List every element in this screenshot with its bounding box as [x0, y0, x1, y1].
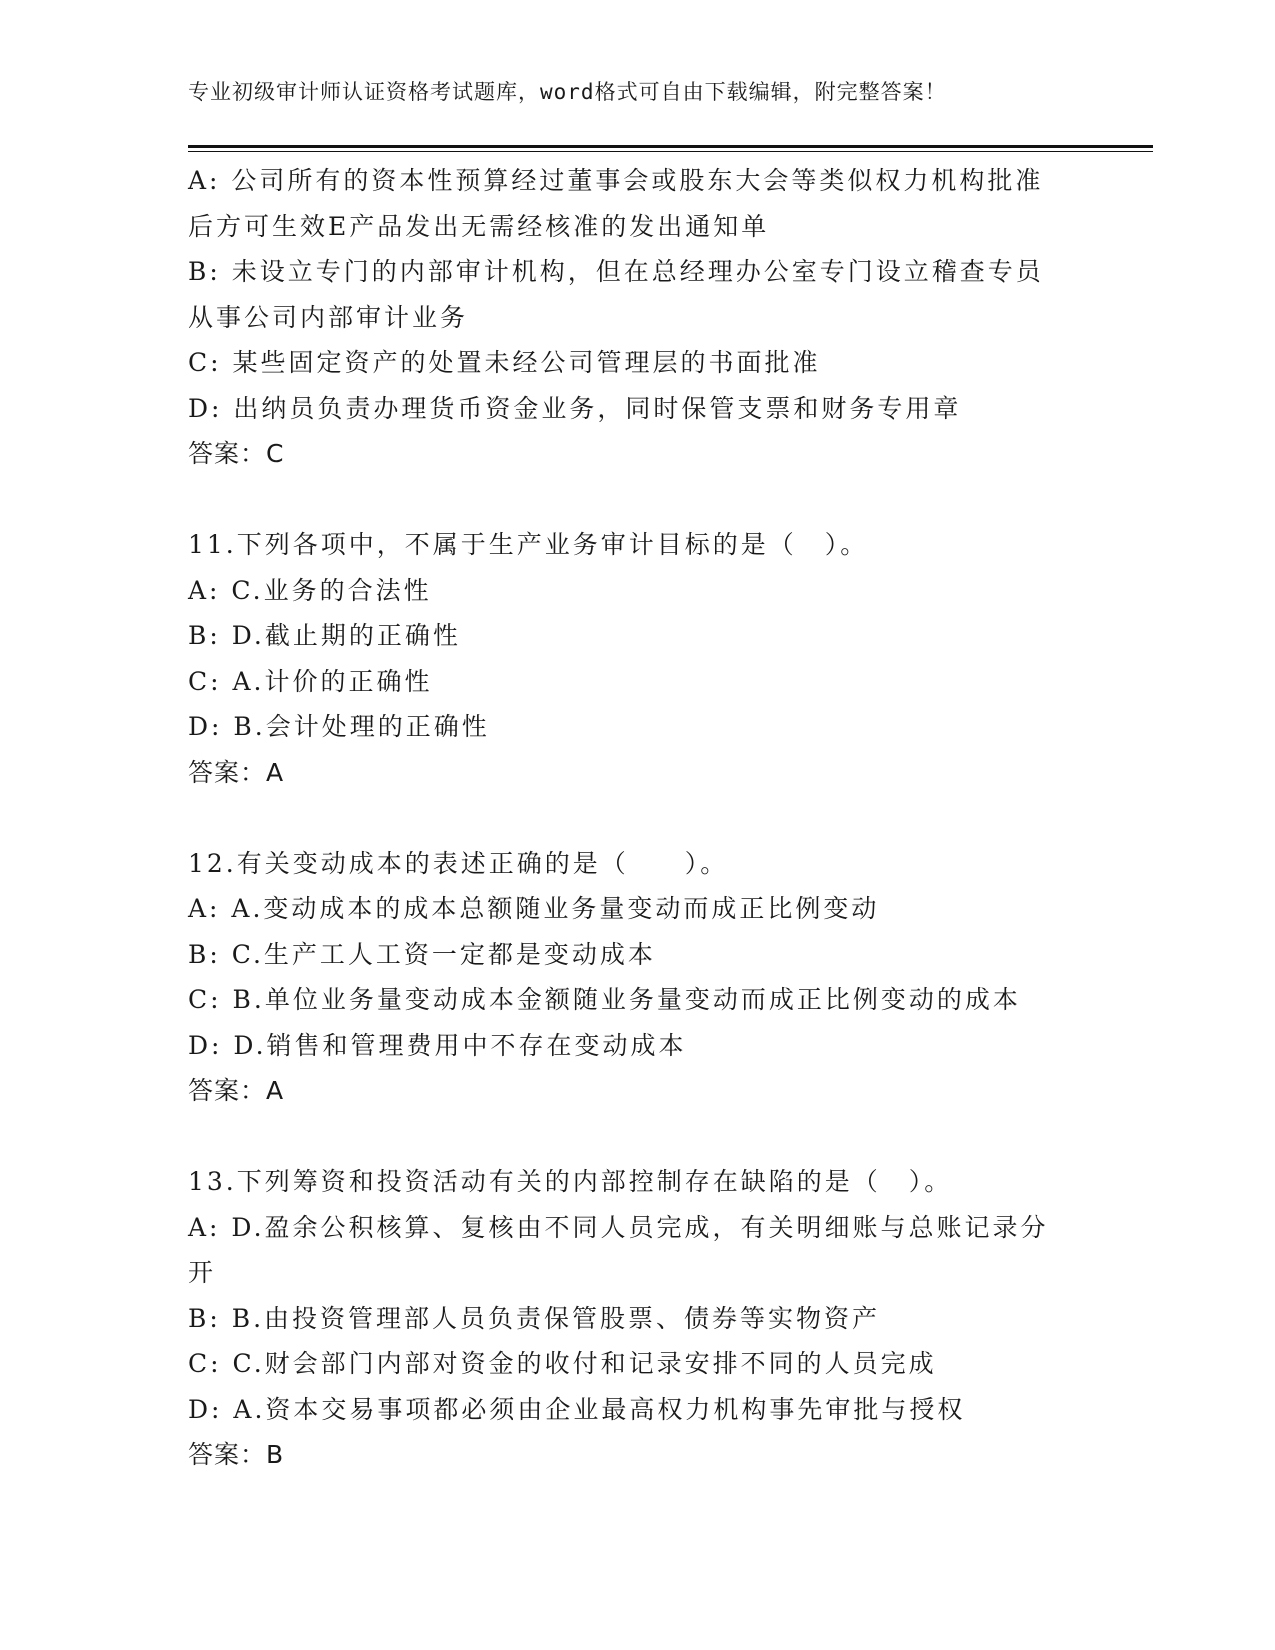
answer: 答案：A: [188, 1076, 285, 1105]
option-c: C: 某些固定资产的处置未经公司管理层的书面批准: [188, 348, 821, 377]
option-a-line-2: 后方可生效E产品发出无需经核准的发出通知单: [188, 211, 770, 241]
spacer: [188, 795, 1088, 841]
answer: 答案：A: [188, 757, 285, 787]
question-stem: 12.有关变动成本的表述正确的是（ ）。: [188, 848, 729, 878]
header-rule-thick: [188, 145, 1153, 148]
answer: 答案：B: [188, 1440, 285, 1469]
question-11: [188, 522, 1088, 795]
question-13: [188, 1159, 1088, 1478]
spacer: [188, 1114, 1088, 1160]
option-b: B: C.生产工人工资一定都是变动成本: [188, 939, 656, 969]
answer: 答案：C: [188, 439, 285, 468]
option-a-line-1: A: 公司所有的资本性预算经过董事会或股东大会等类似权力机构批准: [188, 166, 1044, 195]
option-d: D: B.会计处理的正确性: [188, 712, 490, 741]
question-stem: 13.下列筹资和投资活动有关的内部控制存在缺陷的是（ ）。: [188, 1167, 953, 1196]
option-b-line-1: B: 未设立专门的内部审计机构，但在总经理办公室专门设立稽查专员: [188, 257, 1044, 286]
option-c: C: A.计价的正确性: [188, 666, 433, 696]
page-header: 专业初级审计师认证资格考试题库，word格式可自由下载编辑，附完整答案！: [188, 80, 947, 104]
question-list: [188, 158, 1088, 1478]
spacer: [188, 477, 1088, 523]
option-a: A: A.变动成本的成本总额随业务量变动而成正比例变动: [188, 894, 880, 923]
question-12: [188, 841, 1088, 1114]
option-c: C: B.单位业务量变动成本金额随业务量变动而成正比例变动的成本: [188, 985, 1021, 1014]
option-d: D: D.销售和管理费用中不存在变动成本: [188, 1030, 687, 1060]
question-10: [188, 158, 1088, 477]
option-a-line-2: 开: [188, 1258, 217, 1287]
option-c: C: C.财会部门内部对资金的收付和记录安排不同的人员完成: [188, 1349, 937, 1378]
option-a-line-1: A: D.盈余公积核算、复核由不同人员完成，有关明细账与总账记录分: [188, 1212, 1049, 1242]
option-a: A: C.业务的合法性: [188, 575, 432, 605]
option-d: D: 出纳员负责办理货币资金业务，同时保管支票和财务专用章: [188, 393, 962, 423]
option-b: B: D.截止期的正确性: [188, 621, 461, 650]
option-b: B: B.由投资管理部人员负责保管股票、债券等实物资产: [188, 1303, 881, 1333]
header-rule-thin: [188, 151, 1153, 152]
option-b-line-2: 从事公司内部审计业务: [188, 302, 469, 332]
question-stem: 11.下列各项中，不属于生产业务审计目标的是（ ）。: [188, 530, 869, 559]
option-d: D: A.资本交易事项都必须由企业最高权力机构事先审批与授权: [188, 1394, 966, 1424]
